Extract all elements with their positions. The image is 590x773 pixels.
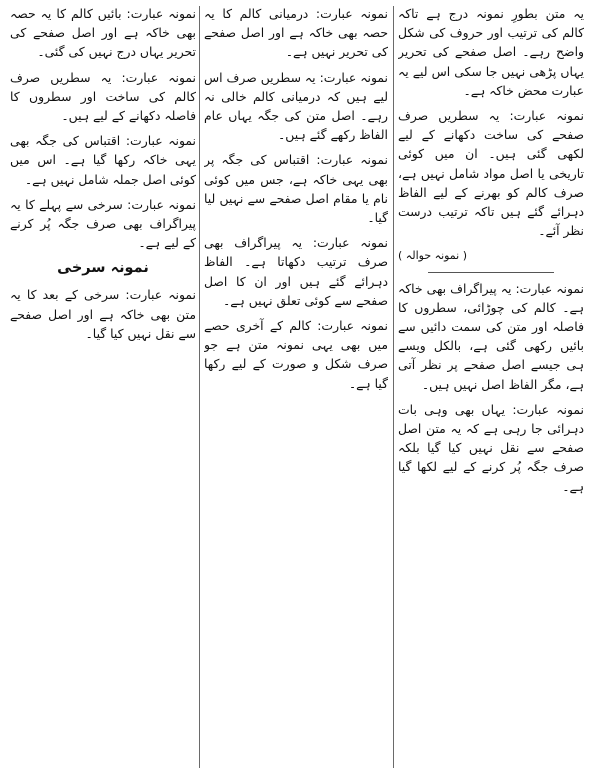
paragraph: نمونہ عبارت: بائیں کالم کا یہ حصہ بھی خاکہ ہے اور اصل صفحے کی تحریر یہاں درج نہیں کی گئی۔ xyxy=(10,6,196,60)
separator-rule xyxy=(428,272,554,273)
paragraph: نمونہ عبارت: یہاں بھی وہی بات دہرائی جا رہی ہے کہ یہ متن اصل صفحے سے نقل نہیں کیا گیا بلکہ صرف جگہ پُر کرنے کے لیے لکھا گیا ہے۔ xyxy=(398,401,584,494)
text-column-middle xyxy=(204,4,388,770)
paragraph: یہ متن بطورِ نمونہ درج ہے تاکہ کالم کی ترتیب اور حروف کی شکل واضح رہے۔ اصل صفحے کی تحریر یہاں پڑھی نہیں جا سکی اس لیے یہ عبارت محض خاکہ ہے۔ xyxy=(398,6,584,98)
paragraph: نمونہ عبارت: کالم کے آخری حصے میں بھی یہی نمونہ متن ہے جو صرف شکل و صورت کے لیے رکھا گیا ہے۔ xyxy=(204,318,388,391)
paragraph: نمونہ عبارت: درمیانی کالم کا یہ حصہ بھی خاکہ ہے اور اصل صفحے کی تحریر نہیں ہے۔ xyxy=(204,6,388,60)
paragraph: نمونہ عبارت: اقتباس کی جگہ بھی یہی خاکہ رکھا گیا ہے۔ اس میں کوئی اصل جملہ شامل نہیں ہے۔ xyxy=(10,133,196,187)
paragraph: نمونہ عبارت: سرخی کے بعد کا یہ متن بھی خاکہ ہے اور اصل صفحے سے نقل نہیں کیا گیا۔ xyxy=(10,287,196,341)
text-column-right xyxy=(398,4,584,770)
paragraph: نمونہ عبارت: یہ سطریں صرف کالم کی ساخت اور سطروں کا فاصلہ دکھانے کے لیے ہیں۔ xyxy=(10,69,196,124)
text-column-left xyxy=(10,4,196,770)
citation: ( نمونہ حوالہ ) xyxy=(398,249,468,263)
paragraph: نمونہ عبارت: یہ پیراگراف بھی خاکہ ہے۔ کالم کی چوڑائی، سطروں کا فاصلہ اور متن کی سمت دائیں سے بائیں رکھی گئی ہے، بالکل ویسے ہی جیسے اصل صفحے پر نظر آتی ہے، مگر الفاظ اصل نہیں ہیں۔ xyxy=(398,280,584,392)
paragraph: نمونہ عبارت: یہ پیراگراف بھی صرف ترتیب دکھاتا ہے۔ الفاظ دہرائے گئے ہیں اور ان کا اصل صفحے سے کوئی تعلق نہیں ہے۔ xyxy=(204,235,388,308)
paragraph: نمونہ عبارت: اقتباس کی جگہ پر بھی یہی خاکہ ہے، جس میں کوئی نام یا مقام اصل صفحے سے نہیں لیا گیا۔ xyxy=(204,152,388,226)
column-divider xyxy=(393,6,394,768)
paragraph: نمونہ عبارت: یہ سطریں صرف اس لیے ہیں کہ درمیانی کالم خالی نہ رہے۔ اصل متن کی جگہ یہاں عام الفاظ رکھے گئے ہیں۔ xyxy=(204,69,388,143)
section-heading: نمونہ سرخی xyxy=(57,260,149,277)
paragraph: نمونہ عبارت: سرخی سے پہلے کا یہ پیراگراف بھی صرف جگہ پُر کرنے کے لیے ہے۔ xyxy=(10,196,196,251)
paragraph: نمونہ عبارت: یہ سطریں صرف صفحے کی ساخت دکھانے کے لیے لکھی گئی ہیں۔ ان میں کوئی تاریخی یا اصل مواد شامل نہیں ہے، صرف کالم کو بھرنے کے لیے الفاظ دہرائے گئے ہیں تاکہ ترتیب درست نظر آئے۔ xyxy=(398,108,584,239)
column-divider xyxy=(199,6,200,768)
